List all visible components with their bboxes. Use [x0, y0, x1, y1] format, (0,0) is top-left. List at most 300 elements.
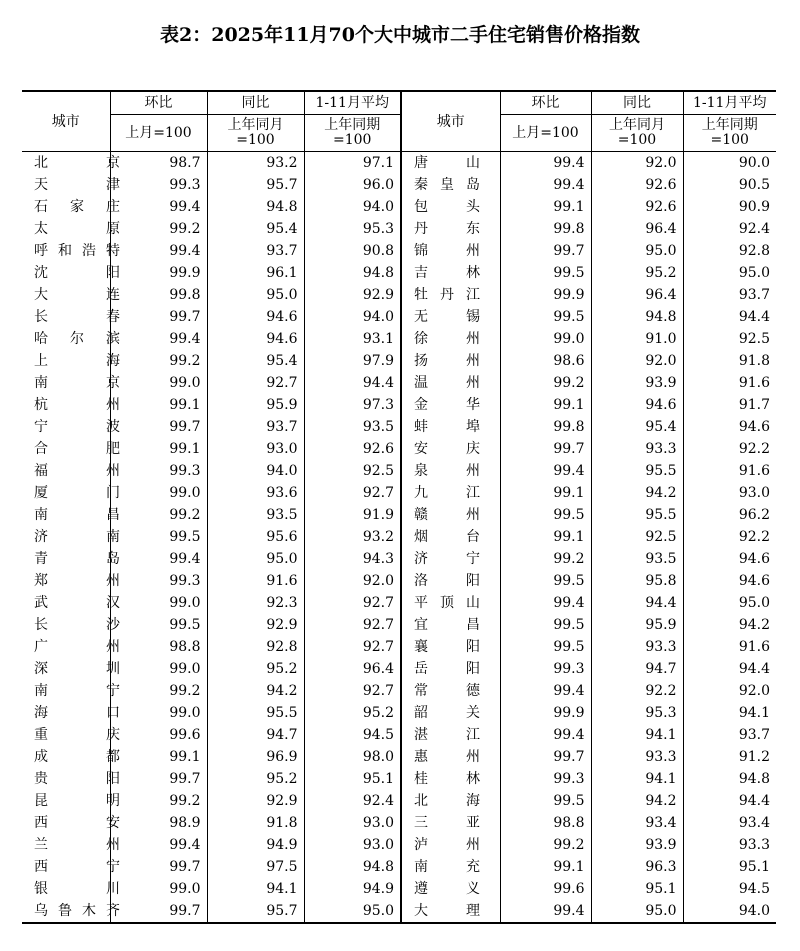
mom-right: 99.4: [500, 174, 591, 196]
avg-left: 93.0: [304, 834, 401, 856]
city-name: 包头: [414, 199, 480, 215]
yoy-left: 91.8: [207, 812, 304, 834]
yoy-left: 95.7: [207, 174, 304, 196]
table-row: [22, 306, 776, 328]
table-row: [22, 394, 776, 416]
city-left: [22, 570, 120, 592]
yoy-right: 92.2: [591, 680, 683, 702]
city-name: 大理: [414, 903, 480, 919]
mom-left: 98.8: [110, 636, 207, 658]
city-left: [22, 152, 120, 175]
avg-right: 96.2: [738, 507, 770, 523]
city-name: 常德: [414, 683, 480, 699]
yoy-right: 94.2: [591, 790, 683, 812]
city-left: [22, 746, 120, 768]
mom-right: 99.5: [500, 790, 591, 812]
yoy-left: 93.7: [207, 416, 304, 438]
table-row: [22, 196, 776, 218]
page-title: 表2：2025年11月70个大中城市二手住宅销售价格指数: [160, 24, 640, 46]
city-right: [401, 240, 500, 262]
yoy-right: 95.1: [591, 878, 683, 900]
yoy-right: 95.2: [591, 262, 683, 284]
table-row: [22, 350, 776, 372]
city-right: [401, 724, 500, 746]
table-row: [22, 680, 776, 702]
city-name: 银川: [34, 881, 120, 897]
mom-right: 99.2: [500, 834, 591, 856]
city-name: 牡丹江: [414, 287, 480, 303]
city-right: [401, 394, 500, 416]
city-left: [22, 636, 120, 658]
yoy-right: 94.2: [591, 482, 683, 504]
avg-right: 95.1: [738, 859, 770, 875]
table-row: [22, 284, 776, 306]
table-body: [22, 152, 776, 924]
city-left: [22, 702, 120, 724]
city-right: [401, 218, 500, 240]
avg-right: 92.8: [738, 243, 770, 259]
yoy-left: 93.7: [207, 240, 304, 262]
mom-right: 99.9: [500, 702, 591, 724]
avg-left: 97.1: [304, 152, 401, 175]
yoy-left: 95.0: [207, 284, 304, 306]
yoy-left: 95.6: [207, 526, 304, 548]
city-name: 赣州: [414, 507, 480, 523]
avg-left: 92.4: [304, 790, 401, 812]
city-name: 上海: [34, 353, 120, 369]
city-name: 惠州: [414, 749, 480, 765]
price-index-table: [22, 90, 776, 924]
mom-left: 99.2: [110, 504, 207, 526]
mom-left: 99.1: [110, 394, 207, 416]
city-left: [22, 900, 120, 923]
city-name: 丹东: [414, 221, 480, 237]
city-left: [22, 812, 120, 834]
mom-right: 99.9: [500, 284, 591, 306]
avg-right: 91.6: [738, 639, 770, 655]
yoy-left: 95.4: [207, 218, 304, 240]
avg-right: 93.7: [738, 727, 770, 743]
header-mom-base-left: 上月=100: [110, 115, 207, 152]
avg-right: 94.6: [738, 551, 770, 567]
city-left: [22, 482, 120, 504]
yoy-right: 94.1: [591, 768, 683, 790]
avg-right: 94.0: [683, 900, 776, 923]
mom-right: 99.5: [500, 614, 591, 636]
avg-right: 95.0: [738, 265, 770, 281]
city-left: [22, 218, 120, 240]
yoy-right: 92.6: [591, 196, 683, 218]
city-name: 乌鲁木齐: [34, 903, 120, 919]
mom-right: 99.1: [500, 196, 591, 218]
avg-right: 92.0: [738, 683, 770, 699]
city-name: 大连: [34, 287, 120, 303]
table-row: [22, 878, 776, 900]
avg-left: 93.0: [304, 812, 401, 834]
header-yoy-base-left: 上年同月 =100: [207, 115, 304, 152]
header-avg-base-right: 上年同期 =100: [683, 115, 776, 152]
avg-right: 93.3: [738, 837, 770, 853]
city-name: 郑州: [34, 573, 120, 589]
avg-right: 91.7: [738, 397, 770, 413]
table-row: [22, 174, 776, 196]
mom-right: 99.1: [500, 482, 591, 504]
city-right: [401, 416, 500, 438]
mom-left: 99.2: [110, 350, 207, 372]
yoy-left: 94.2: [207, 680, 304, 702]
yoy-right: 93.9: [591, 834, 683, 856]
city-left: [22, 372, 120, 394]
city-name: 石家庄: [34, 199, 120, 215]
city-name: 温州: [414, 375, 480, 391]
city-left: [22, 174, 120, 196]
table-row: [22, 218, 776, 240]
avg-right: 91.6: [738, 375, 770, 391]
header-yoy-base-right: 上年同月 =100: [591, 115, 683, 152]
table-row: [22, 416, 776, 438]
city-right: [401, 152, 500, 175]
mom-left: 99.3: [110, 570, 207, 592]
header-mom-left: 环比: [110, 91, 207, 115]
avg-right: 94.1: [738, 705, 770, 721]
mom-left: 99.0: [110, 482, 207, 504]
table-row: [22, 262, 776, 284]
city-left: [22, 196, 120, 218]
mom-left: 99.7: [110, 416, 207, 438]
avg-left: 92.7: [304, 680, 401, 702]
city-name: 重庆: [34, 727, 120, 743]
mom-left: 99.4: [110, 834, 207, 856]
city-name: 洛阳: [414, 573, 480, 589]
mom-left: 99.7: [110, 856, 207, 878]
header-yoy-right: 同比: [591, 91, 683, 115]
city-name: 泉州: [414, 463, 480, 479]
avg-left: 97.9: [304, 350, 401, 372]
avg-left: 91.9: [304, 504, 401, 526]
table-row: [22, 812, 776, 834]
city-right: [401, 900, 500, 923]
yoy-left: 94.9: [207, 834, 304, 856]
city-name: 北京: [34, 155, 120, 171]
avg-left: 94.0: [304, 306, 401, 328]
city-left: [22, 394, 120, 416]
city-left: [22, 614, 120, 636]
mom-left: 99.7: [110, 900, 207, 923]
city-name: 泸州: [414, 837, 480, 853]
city-right: [401, 746, 500, 768]
yoy-left: 95.9: [207, 394, 304, 416]
mom-right: 99.5: [500, 504, 591, 526]
city-left: [22, 240, 120, 262]
mom-left: 99.2: [110, 218, 207, 240]
city-right: [401, 614, 500, 636]
city-name: 宁波: [34, 419, 120, 435]
mom-right: 99.7: [500, 438, 591, 460]
avg-left: 96.4: [304, 658, 401, 680]
city-right: [401, 174, 500, 196]
avg-right: 91.8: [738, 353, 770, 369]
header-yoy-left: 同比: [207, 91, 304, 115]
city-name: 蚌埠: [414, 419, 480, 435]
city-name: 九江: [414, 485, 480, 501]
yoy-left: 95.2: [207, 768, 304, 790]
city-name: 秦皇岛: [414, 177, 480, 193]
mom-left: 99.3: [110, 174, 207, 196]
city-name: 福州: [34, 463, 120, 479]
yoy-left: 95.4: [207, 350, 304, 372]
table-row: [22, 724, 776, 746]
mom-left: 99.4: [110, 196, 207, 218]
city-name: 武汉: [34, 595, 120, 611]
avg-left: 94.8: [304, 856, 401, 878]
city-name: 杭州: [34, 397, 120, 413]
avg-right: 90.0: [738, 155, 770, 171]
yoy-left: 94.6: [207, 306, 304, 328]
table-row: [22, 856, 776, 878]
city-name: 哈尔滨: [34, 331, 120, 347]
yoy-right: 95.9: [591, 614, 683, 636]
table-row: [22, 592, 776, 614]
city-name: 长沙: [34, 617, 120, 633]
city-name: 锦州: [414, 243, 480, 259]
table-row: [22, 240, 776, 262]
avg-right: 94.2: [738, 617, 770, 633]
yoy-right: 94.8: [591, 306, 683, 328]
avg-right: 92.2: [738, 529, 770, 545]
header-avg-base-left: 上年同期 =100: [304, 115, 401, 152]
mom-left: 99.7: [110, 768, 207, 790]
mom-right: 99.1: [500, 394, 591, 416]
city-name: 宜昌: [414, 617, 480, 633]
table-row: [22, 636, 776, 658]
table-row: [22, 768, 776, 790]
yoy-right: 95.8: [591, 570, 683, 592]
city-right: [401, 790, 500, 812]
avg-left: 90.8: [304, 240, 401, 262]
table-row: [22, 372, 776, 394]
city-right: [401, 592, 500, 614]
mom-right: 99.7: [500, 746, 591, 768]
city-right: [401, 196, 500, 218]
table-row: [22, 482, 776, 504]
mom-right: 99.4: [500, 680, 591, 702]
avg-left: 96.0: [304, 174, 401, 196]
avg-left: 98.0: [304, 746, 401, 768]
avg-left: 93.1: [304, 328, 401, 350]
avg-right: 94.4: [738, 661, 770, 677]
avg-left: 92.5: [304, 460, 401, 482]
avg-right: 91.6: [738, 463, 770, 479]
avg-right: 93.4: [738, 815, 770, 831]
city-right: [401, 350, 500, 372]
city-right: [401, 658, 500, 680]
table-row: [22, 900, 776, 923]
table-row: [22, 152, 776, 175]
table-row: [22, 746, 776, 768]
city-left: [22, 834, 120, 856]
city-right: [401, 636, 500, 658]
city-name: 韶关: [414, 705, 480, 721]
city-name: 遵义: [414, 881, 480, 897]
mom-left: 99.2: [110, 680, 207, 702]
city-name: 北海: [414, 793, 480, 809]
avg-left: 97.3: [304, 394, 401, 416]
yoy-left: 94.8: [207, 196, 304, 218]
avg-right: 94.8: [738, 771, 770, 787]
mom-right: 99.4: [500, 592, 591, 614]
yoy-left: 92.9: [207, 790, 304, 812]
yoy-right: 95.0: [591, 240, 683, 262]
city-right: [401, 570, 500, 592]
avg-left: 94.9: [304, 878, 401, 900]
city-name: 湛江: [414, 727, 480, 743]
city-left: [22, 658, 120, 680]
avg-left: 95.3: [304, 218, 401, 240]
city-name: 吉林: [414, 265, 480, 281]
yoy-left: 93.6: [207, 482, 304, 504]
mom-right: 99.2: [500, 372, 591, 394]
avg-left: 94.5: [304, 724, 401, 746]
city-name: 长春: [34, 309, 120, 325]
mom-right: 99.5: [500, 570, 591, 592]
header-mom-right: 环比: [500, 91, 591, 115]
mom-right: 99.3: [500, 658, 591, 680]
city-left: [22, 328, 120, 350]
city-name: 济南: [34, 529, 120, 545]
table-row: [22, 328, 776, 350]
city-name: 南昌: [34, 507, 120, 523]
yoy-right: 94.7: [591, 658, 683, 680]
avg-right: 92.5: [738, 331, 770, 347]
header-avg-left: 1-11月平均: [304, 91, 401, 115]
city-left: [22, 548, 120, 570]
avg-right: 90.9: [738, 199, 770, 215]
mom-left: 99.4: [110, 548, 207, 570]
avg-right: 94.4: [738, 793, 770, 809]
table-row: [22, 438, 776, 460]
mom-left: 99.9: [110, 262, 207, 284]
city-left: [22, 460, 120, 482]
city-left: [22, 262, 120, 284]
yoy-left: 91.6: [207, 570, 304, 592]
yoy-right: 93.3: [591, 746, 683, 768]
yoy-right: 95.0: [591, 900, 683, 923]
city-right: [401, 680, 500, 702]
city-name: 成都: [34, 749, 120, 765]
mom-right: 99.4: [500, 900, 591, 923]
yoy-left: 95.2: [207, 658, 304, 680]
header-city-right: 城市: [401, 91, 500, 152]
yoy-left: 93.2: [207, 152, 304, 175]
avg-left: 93.5: [304, 416, 401, 438]
city-name: 贵阳: [34, 771, 120, 787]
mom-left: 99.3: [110, 460, 207, 482]
avg-right: 94.6: [738, 573, 770, 589]
city-name: 海口: [34, 705, 120, 721]
yoy-right: 92.6: [591, 174, 683, 196]
avg-left: 92.9: [304, 284, 401, 306]
yoy-right: 95.5: [591, 460, 683, 482]
city-right: [401, 768, 500, 790]
yoy-left: 96.9: [207, 746, 304, 768]
mom-right: 99.4: [500, 724, 591, 746]
mom-left: 99.0: [110, 702, 207, 724]
mom-right: 99.4: [500, 152, 591, 175]
city-left: [22, 438, 120, 460]
yoy-left: 94.7: [207, 724, 304, 746]
avg-right: 93.7: [738, 287, 770, 303]
mom-left: 99.5: [110, 614, 207, 636]
mom-left: 99.6: [110, 724, 207, 746]
city-name: 徐州: [414, 331, 480, 347]
city-name: 平顶山: [414, 595, 480, 611]
mom-right: 99.5: [500, 636, 591, 658]
yoy-left: 93.0: [207, 438, 304, 460]
yoy-left: 95.5: [207, 702, 304, 724]
avg-left: 94.8: [304, 262, 401, 284]
city-right: [401, 548, 500, 570]
yoy-left: 92.9: [207, 614, 304, 636]
avg-left: 93.2: [304, 526, 401, 548]
mom-left: 99.2: [110, 790, 207, 812]
yoy-left: 95.0: [207, 548, 304, 570]
city-name: 呼和浩特: [34, 243, 120, 259]
table-row: [22, 526, 776, 548]
yoy-right: 94.6: [591, 394, 683, 416]
header-avg-right: 1-11月平均: [683, 91, 776, 115]
header-mom-base-right: 上月=100: [500, 115, 591, 152]
city-right: [401, 812, 500, 834]
avg-left: 92.7: [304, 636, 401, 658]
mom-right: 99.0: [500, 328, 591, 350]
city-name: 南宁: [34, 683, 120, 699]
city-name: 济宁: [414, 551, 480, 567]
table-row: [22, 614, 776, 636]
city-right: [401, 438, 500, 460]
city-name: 西安: [34, 815, 120, 831]
yoy-left: 96.1: [207, 262, 304, 284]
avg-left: 92.6: [304, 438, 401, 460]
city-name: 太原: [34, 221, 120, 237]
avg-left: 94.3: [304, 548, 401, 570]
city-left: [22, 526, 120, 548]
city-left: [22, 416, 120, 438]
city-name: 烟台: [414, 529, 480, 545]
city-left: [22, 724, 120, 746]
city-left: [22, 592, 120, 614]
city-name: 襄阳: [414, 639, 480, 655]
mom-left: 99.1: [110, 746, 207, 768]
avg-right: 94.6: [738, 419, 770, 435]
city-name: 三亚: [414, 815, 480, 831]
city-name: 青岛: [34, 551, 120, 567]
table-row: [22, 548, 776, 570]
avg-right: 92.2: [738, 441, 770, 457]
mom-right: 99.5: [500, 306, 591, 328]
city-right: [401, 372, 500, 394]
mom-right: 99.7: [500, 240, 591, 262]
table-row: [22, 658, 776, 680]
table-row: [22, 460, 776, 482]
city-name: 西宁: [34, 859, 120, 875]
avg-left: 94.0: [304, 196, 401, 218]
avg-right: 91.2: [738, 749, 770, 765]
header-city-left: 城市: [22, 91, 110, 152]
yoy-left: 94.1: [207, 878, 304, 900]
mom-right: 99.5: [500, 262, 591, 284]
city-name: 岳阳: [414, 661, 480, 677]
yoy-right: 92.5: [591, 526, 683, 548]
